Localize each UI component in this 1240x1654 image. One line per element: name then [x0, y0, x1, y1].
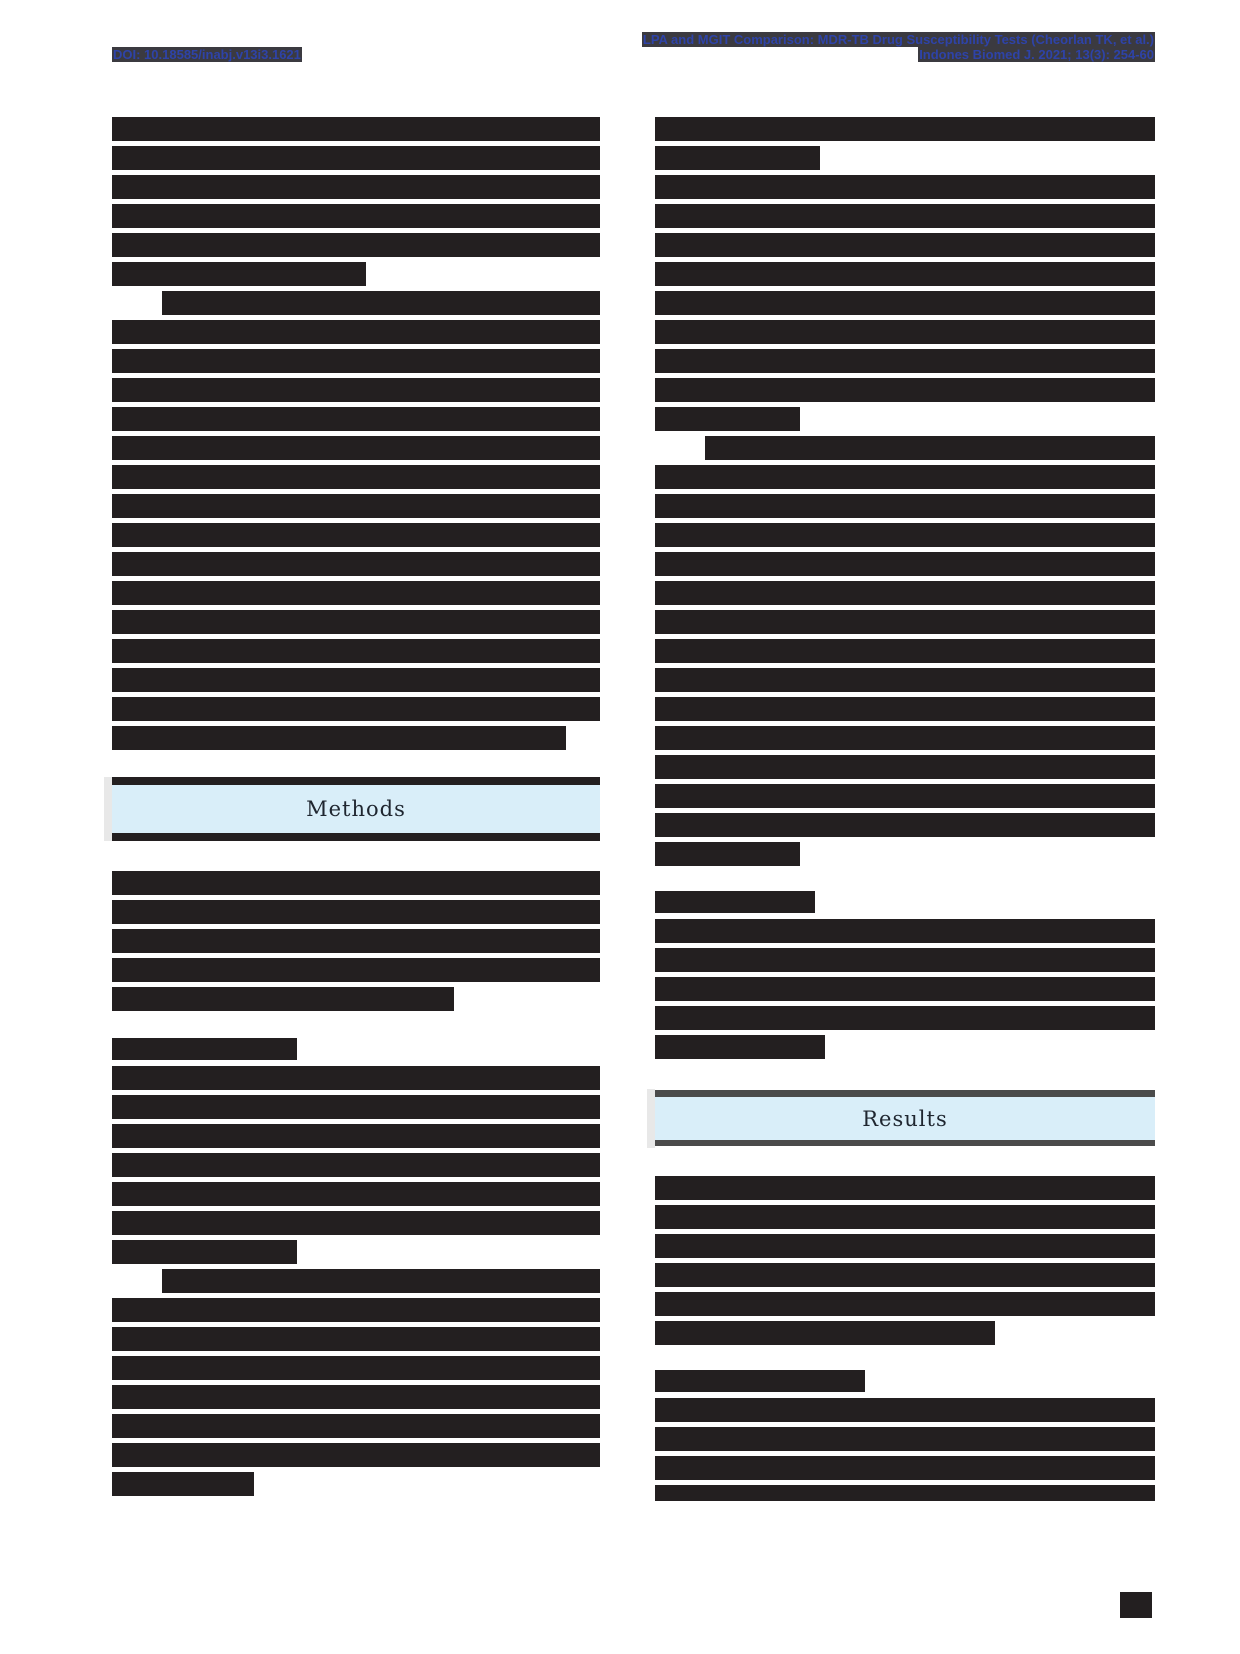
- subheading: [655, 1370, 865, 1392]
- redacted-line: [112, 697, 600, 721]
- subheading: [655, 891, 815, 913]
- redacted-line: [655, 1398, 1155, 1422]
- redacted-line: [112, 929, 600, 953]
- redacted-line: [655, 233, 1155, 257]
- redacted-line: [112, 958, 600, 982]
- section-title: Methods: [306, 797, 406, 821]
- redacted-line: [112, 436, 600, 460]
- redacted-line: [655, 581, 1155, 605]
- section-title: Results: [862, 1106, 948, 1131]
- redacted-line: [655, 1456, 1155, 1480]
- redacted-line: [112, 900, 600, 924]
- left-column: [112, 117, 600, 1501]
- redacted-line: [655, 1176, 1155, 1200]
- redacted-line: [112, 378, 600, 402]
- redacted-line: [112, 987, 454, 1011]
- redacted-line: [112, 668, 600, 692]
- redacted-line: [655, 378, 1155, 402]
- paragraph: [655, 919, 1155, 1059]
- section-heading-methods: [112, 777, 600, 841]
- redacted-line: [112, 1066, 600, 1090]
- redacted-line: [112, 1211, 600, 1235]
- redacted-line: [112, 1472, 254, 1496]
- doi-text: DOI: 10.18585/inabj.v13i3.1621: [113, 47, 301, 62]
- right-column: [655, 117, 1155, 1506]
- redacted-line: [112, 262, 366, 286]
- redacted-line: [655, 784, 1155, 808]
- doi-header: [112, 47, 302, 62]
- redacted-line: [112, 117, 600, 141]
- redacted-line: [112, 1153, 600, 1177]
- redacted-line: [655, 639, 1155, 663]
- redacted-line: [112, 1356, 600, 1380]
- redacted-line: [655, 813, 1155, 837]
- redacted-line: [112, 146, 600, 170]
- redacted-line: [655, 1321, 995, 1345]
- redacted-line: [655, 1205, 1155, 1229]
- running-title: [642, 32, 1155, 62]
- redacted-line: [112, 610, 600, 634]
- paragraph: [112, 291, 600, 750]
- paragraph: [112, 117, 600, 286]
- redacted-line: [112, 639, 600, 663]
- redacted-line: [655, 1035, 825, 1059]
- redacted-line: [655, 146, 820, 170]
- redacted-line: [112, 1414, 600, 1438]
- redacted-line: [655, 726, 1155, 750]
- redacted-line: [655, 349, 1155, 373]
- redacted-line: [655, 697, 1155, 721]
- redacted-line: [655, 1485, 1155, 1501]
- redacted-line: [655, 1263, 1155, 1287]
- redacted-line: [162, 1269, 600, 1293]
- redacted-line: [655, 610, 1155, 634]
- redacted-line: [112, 523, 600, 547]
- redacted-line: [162, 291, 600, 315]
- redacted-line: [655, 407, 800, 431]
- paragraph: [112, 1066, 600, 1264]
- redacted-line: [655, 948, 1155, 972]
- redacted-line: [655, 262, 1155, 286]
- redacted-line: [112, 1095, 600, 1119]
- redacted-line: [655, 320, 1155, 344]
- redacted-line: [112, 465, 600, 489]
- redacted-line: [112, 1385, 600, 1409]
- redacted-line: [655, 552, 1155, 576]
- redacted-line: [655, 977, 1155, 1001]
- redacted-line: [112, 581, 600, 605]
- paragraph: [655, 1176, 1155, 1345]
- redacted-line: [112, 175, 600, 199]
- paragraph: [655, 175, 1155, 431]
- redacted-line: [112, 726, 566, 750]
- redacted-line: [112, 233, 600, 257]
- redacted-line: [112, 320, 600, 344]
- redacted-line: [112, 407, 600, 431]
- paragraph: [655, 1398, 1155, 1501]
- redacted-line: [655, 117, 1155, 141]
- redacted-line: [705, 436, 1155, 460]
- redacted-line: [655, 1427, 1155, 1451]
- running-title-line-1: LPA and MGIT Comparison: MDR-TB Drug Susceptibility Tests (Cheorlan TK, et al.): [642, 32, 1154, 47]
- redacted-line: [112, 1443, 600, 1467]
- paragraph: [112, 1269, 600, 1496]
- running-title-line-2: Indones Biomed J. 2021; 13(3): 254-60: [919, 47, 1154, 62]
- redacted-line: [655, 204, 1155, 228]
- redacted-line: [112, 1240, 297, 1264]
- paragraph: [655, 117, 1155, 170]
- redacted-line: [112, 1298, 600, 1322]
- redacted-line: [112, 349, 600, 373]
- redacted-line: [112, 494, 600, 518]
- redacted-line: [655, 175, 1155, 199]
- page-number: [1120, 1592, 1152, 1618]
- paragraph: [655, 436, 1155, 866]
- redacted-line: [112, 1182, 600, 1206]
- redacted-line: [655, 494, 1155, 518]
- redacted-line: [655, 291, 1155, 315]
- subheading: [112, 1038, 297, 1060]
- redacted-line: [112, 1124, 600, 1148]
- redacted-line: [112, 1327, 600, 1351]
- redacted-line: [655, 842, 800, 866]
- redacted-line: [112, 871, 600, 895]
- redacted-line: [112, 204, 600, 228]
- redacted-line: [112, 552, 600, 576]
- section-heading-results: [655, 1090, 1155, 1146]
- redacted-line: [655, 1234, 1155, 1258]
- redacted-line: [655, 523, 1155, 547]
- redacted-line: [655, 1292, 1155, 1316]
- paragraph: [112, 871, 600, 1011]
- redacted-line: [655, 919, 1155, 943]
- redacted-line: [655, 668, 1155, 692]
- redacted-line: [655, 755, 1155, 779]
- redacted-line: [655, 1006, 1155, 1030]
- redacted-line: [655, 465, 1155, 489]
